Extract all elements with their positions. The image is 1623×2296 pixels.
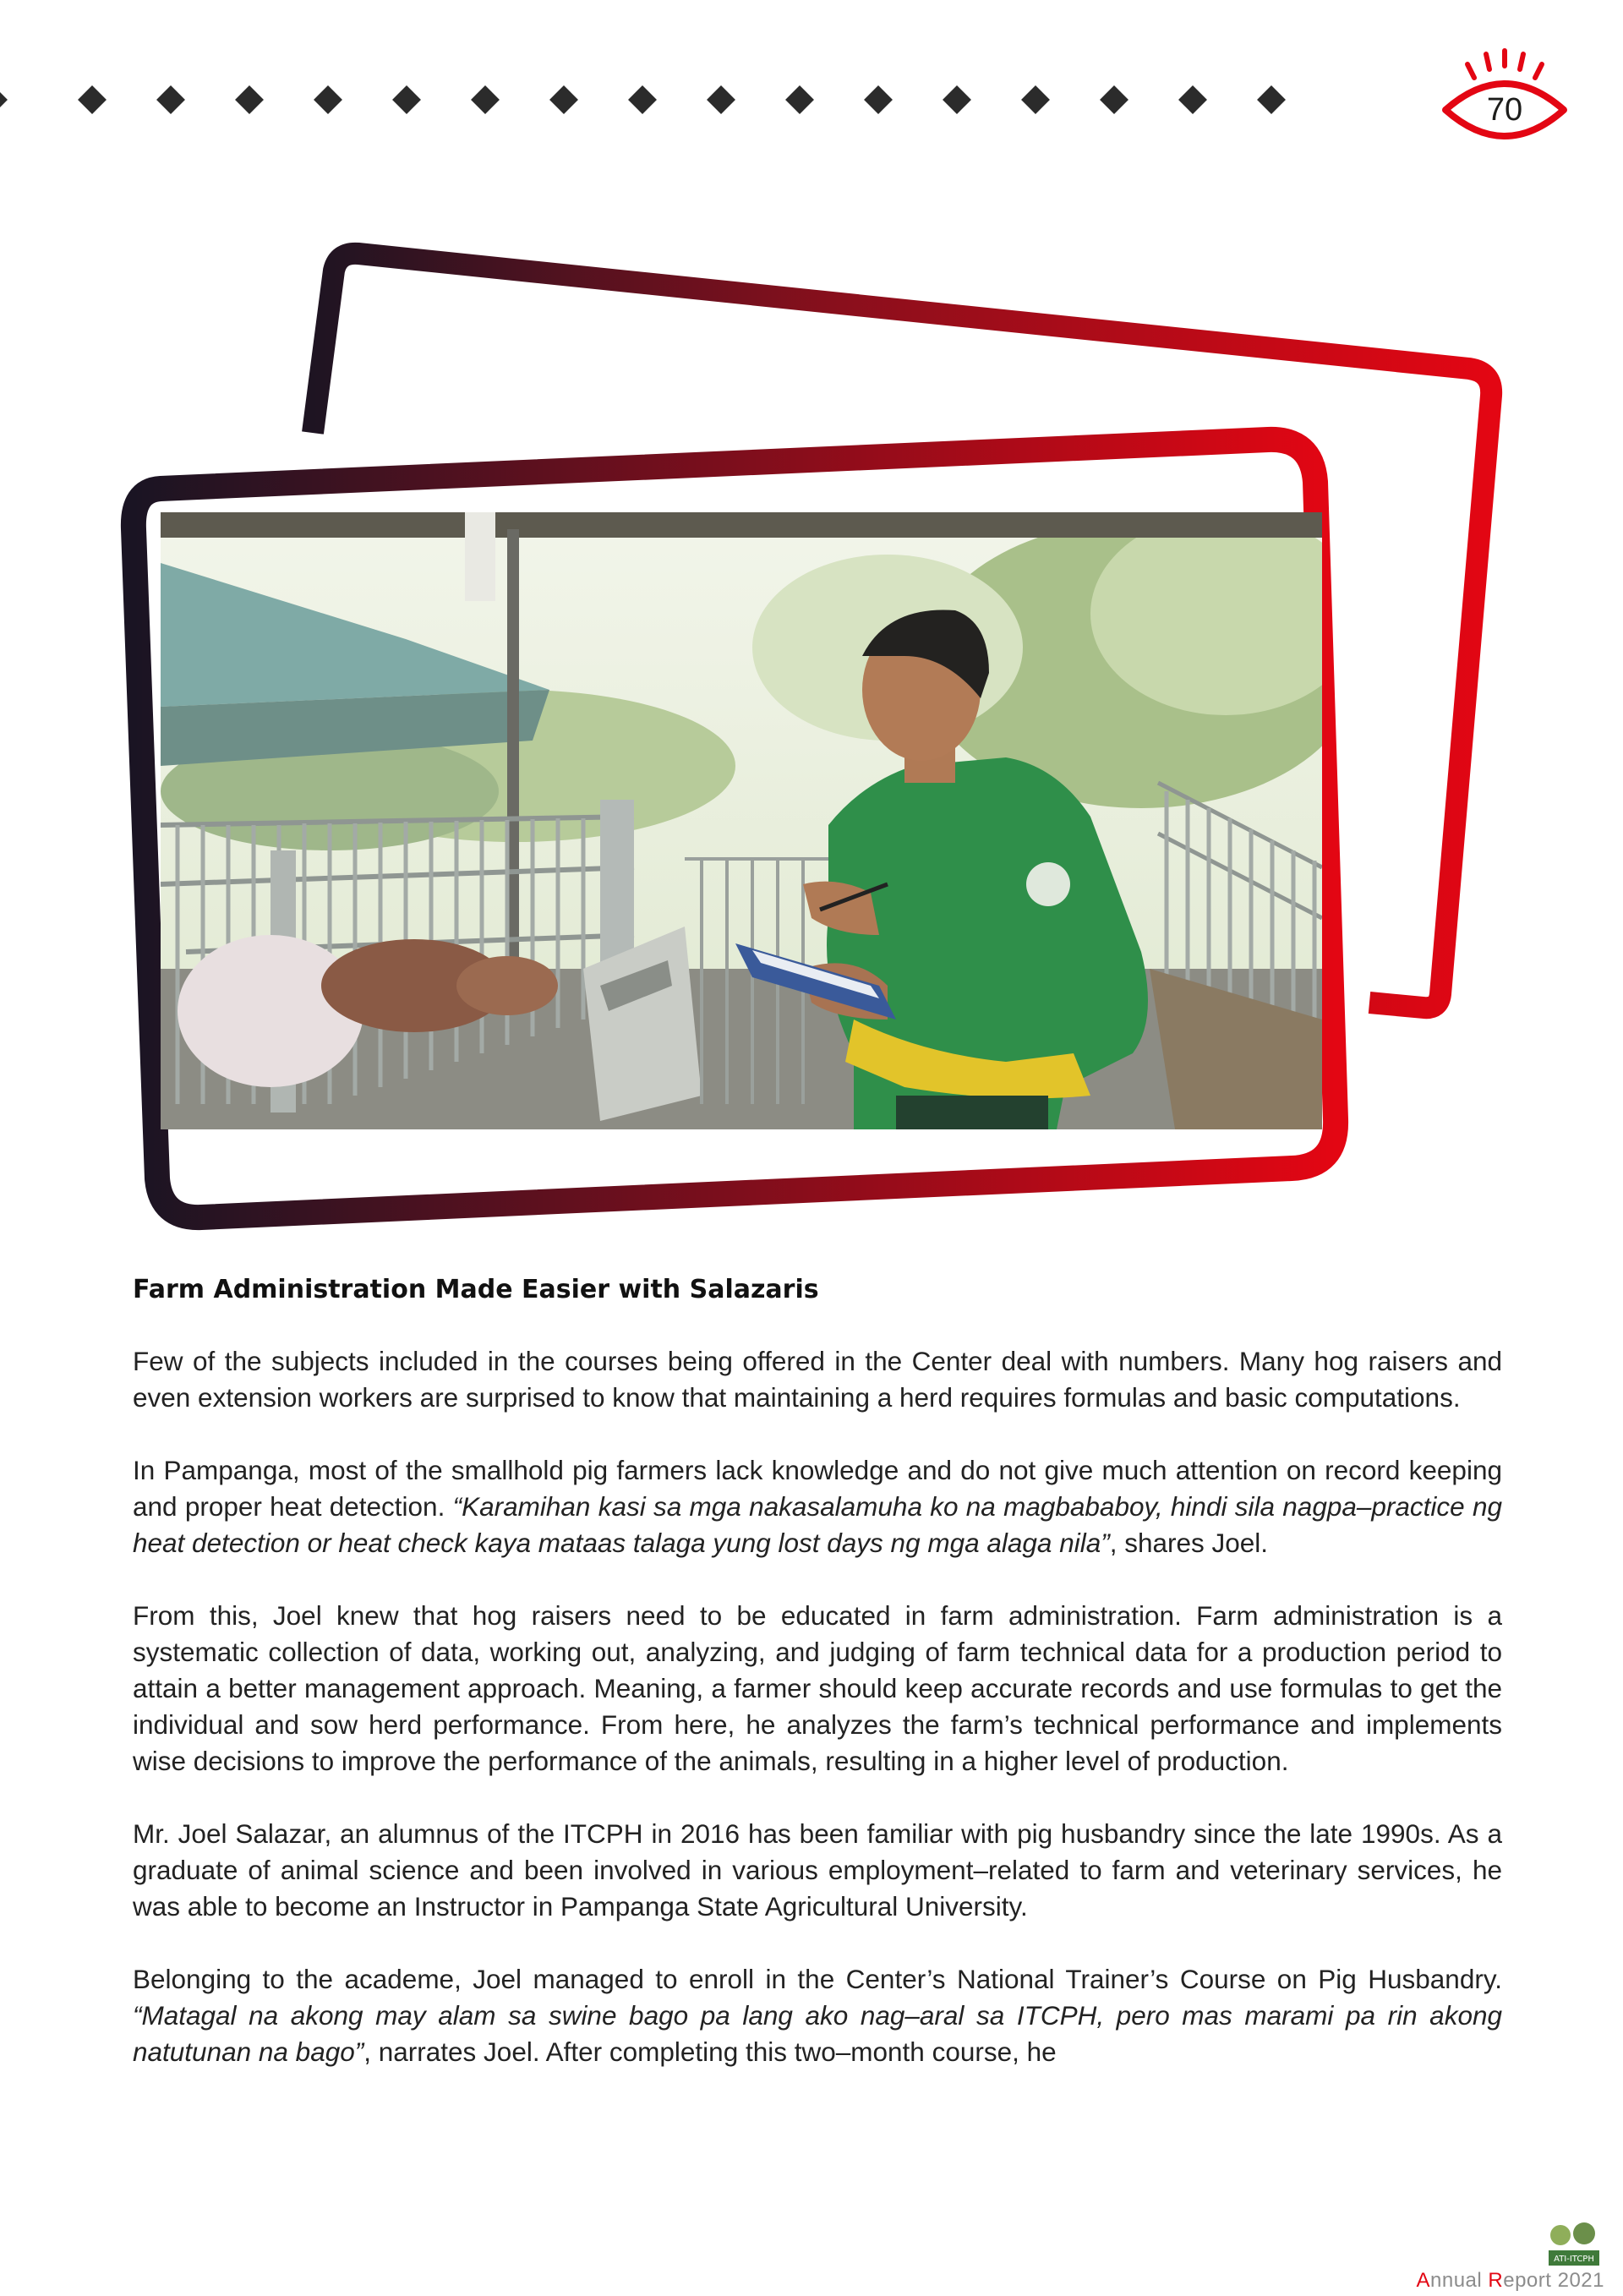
diamond-icon [235, 85, 264, 114]
paragraph-text: , shares Joel. [1109, 1528, 1269, 1558]
page-number: 70 [1486, 92, 1523, 128]
diamond-icon [471, 85, 500, 114]
paragraph-text: Belonging to the academe, Joel managed to enroll in the Center’s National Trainer’s Course on Pig Husbandry. [133, 1964, 1502, 1994]
logo-text: ATI-ITCPH [1554, 2255, 1594, 2264]
quote-text: “Matagal na akong may alam sa swine bago pa lang ako nag–aral sa ITCPH, pero mas marami pa rin akong natutunan na bago” [133, 2000, 1502, 2067]
footer-report: eport 2021 [1503, 2269, 1604, 2292]
footer-annual: nnual [1430, 2269, 1489, 2292]
diamond-icon [78, 85, 107, 114]
diamond-icon [392, 85, 421, 114]
footer-a: A [1416, 2269, 1430, 2292]
diamond-icon [785, 85, 814, 114]
diamond-icon [0, 85, 8, 114]
diamond-icon [1100, 85, 1128, 114]
diamond-icon [707, 85, 735, 114]
paragraph: From this, Joel knew that hog raisers need to be educated in farm administration. Farm administration is a systematic collection of data, working out, analyzing, and judging of farm technical data for a production period to attain a better management approach. Meaning, a farmer should keep accurate records and use formulas to get the individual and sow herd performance. From here, he analyzes the farm’s technical performance and implements wise decisions to improve the performance of the animals, resulting in a higher level of production. [133, 1600, 1502, 1776]
diamond-icon [549, 85, 578, 114]
paragraph: Mr. Joel Salazar, an alumnus of the ITCPH in 2016 has been familiar with pig husbandry since the late 1990s. As a graduate of animal science and been involved in various employment–related to farm and veterinary services, he was able to become an Instructor in Pampanga State Agricultural University. [133, 1818, 1502, 1922]
paragraph-text: , narrates Joel. After completing this two–month course, he [363, 2036, 1057, 2067]
footer-annual-report [1416, 2269, 1604, 2293]
paragraph: Few of the subjects included in the courses being offered in the Center deal with numbers. Many hog raisers and even extension workers are surprised to know that maintaining a herd requires formulas and basic computations. [133, 1346, 1502, 1413]
ati-itcph-logo [1540, 2222, 1606, 2271]
diamond-divider [0, 81, 1319, 118]
diamond-icon [314, 85, 342, 114]
quote-text: “Karamihan kasi sa mga nakasalamuha ko na magbababoy, hindi sila nagpa–practice ng heat detection or heat check kaya mataas talaga yung lost days ng mga alaga nila” [133, 1491, 1502, 1558]
paragraph [133, 1961, 1502, 2070]
photo-illustration [161, 512, 1322, 1129]
diamond-icon [864, 85, 893, 114]
diamond-icon [943, 85, 971, 114]
diamond-icon [1178, 85, 1207, 114]
paragraph-text: In Pampanga, most of the smallhold pig farmers lack knowledge and do not give much attention on record keeping and proper heat detection. [133, 1455, 1502, 1522]
footer-r: R [1488, 2269, 1504, 2292]
diamond-icon [156, 85, 185, 114]
diamond-icon [628, 85, 657, 114]
diamond-icon [1021, 85, 1050, 114]
article [133, 1275, 1502, 2107]
paragraph [133, 1452, 1502, 1561]
diamond-icon [1257, 85, 1286, 114]
article-title: Farm Administration Made Easier with Salazaris [133, 1275, 819, 1304]
photo-farmer-at-pig-pen [161, 512, 1322, 1129]
